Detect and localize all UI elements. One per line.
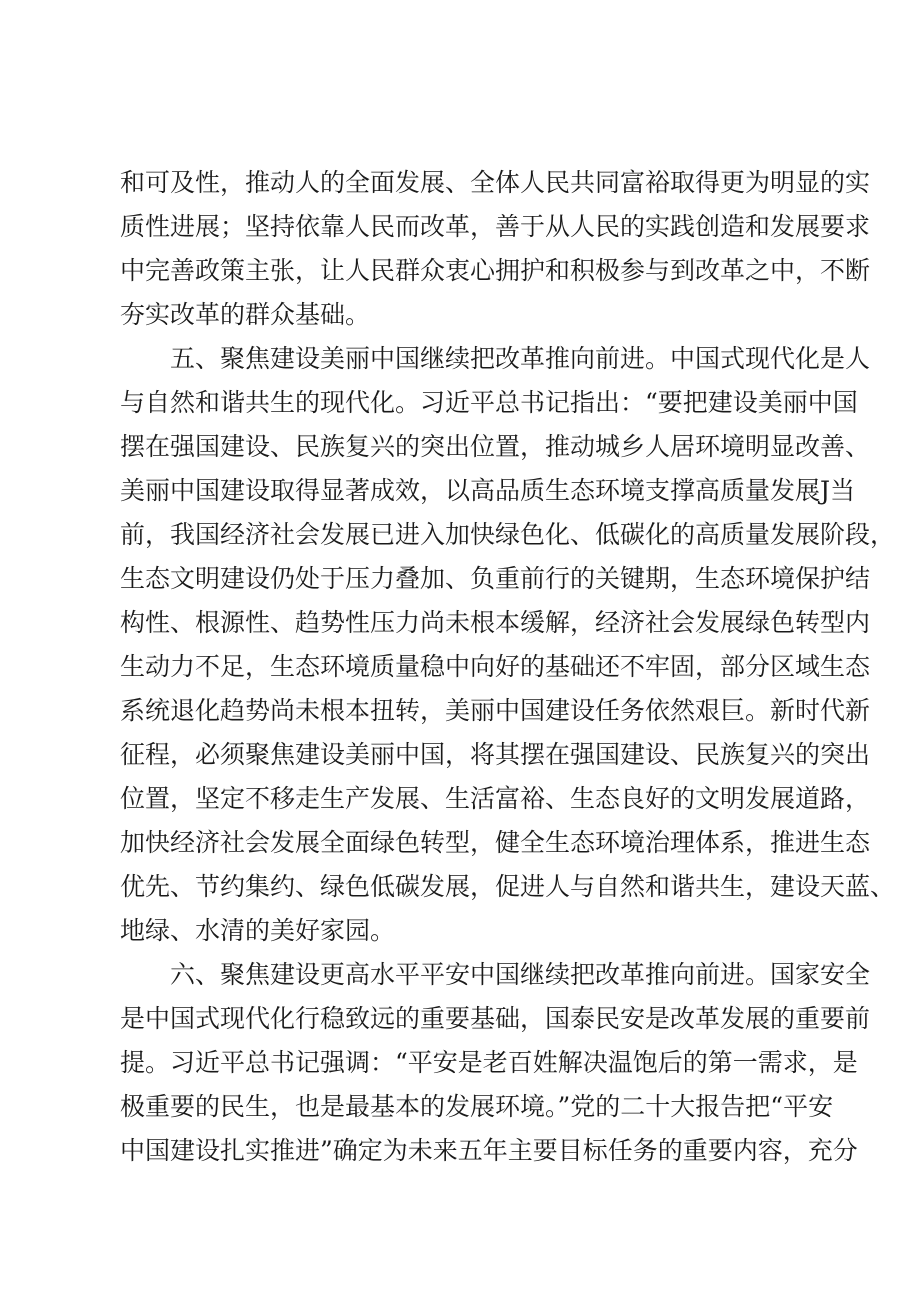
text-line: 美丽中国建设取得显著成效，以高品质生态环境支撑高质量发展J当 bbox=[120, 476, 856, 505]
text-line: 位置，坚定不移走生产发展、生活富裕、生态良好的文明发展道路， bbox=[120, 784, 871, 813]
text-line: 极重要的民生，也是最基本的发展环境。”党的二十大报告把“平安 bbox=[120, 1092, 834, 1121]
text-line: 前，我国经济社会发展已进入加快绿色化、低碳化的高质量发展阶段， bbox=[120, 520, 896, 549]
text-line: 中完善政策主张，让人民群众衷心拥护和积极参与到改革之中，不断 bbox=[120, 256, 871, 285]
paragraph-heading-line: 五、聚焦建设美丽中国继续把改革推向前进。中国式现代化是人 bbox=[170, 344, 871, 373]
text-line: 地绿、水清的美好家园。 bbox=[120, 916, 396, 945]
text-line: 构性、根源性、趋势性压力尚未根本缓解，经济社会发展绿色转型内 bbox=[120, 608, 871, 637]
text-line: 是中国式现代化行稳致远的重要基础，国泰民安是改革发展的重要前 bbox=[120, 1004, 871, 1033]
text-line: 与自然和谐共生的现代化。习近平总书记指出：“要把建设美丽中国 bbox=[120, 388, 858, 417]
text-line: 征程，必须聚焦建设美丽中国，将其摆在强国建设、民族复兴的突出 bbox=[120, 740, 871, 769]
paragraph-heading-line: 六、聚焦建设更高水平平安中国继续把改革推向前进。国家安全 bbox=[170, 960, 871, 989]
text-line: 提。习近平总书记强调：“平安是老百姓解决温饱后的第一需求，是 bbox=[120, 1048, 858, 1077]
text-line: 夯实改革的群众基础。 bbox=[120, 300, 371, 329]
text-line: 加快经济社会发展全面绿色转型，健全生态环境治理体系，推进生态 bbox=[120, 828, 871, 857]
text-line: 优先、节约集约、绿色低碳发展，促进人与自然和谐共生，建设天蓝、 bbox=[120, 872, 896, 901]
text-line: 摆在强国建设、民族复兴的突出位置，推动城乡人居环境明显改善、 bbox=[120, 432, 871, 461]
text-line: 质性进展；坚持依靠人民而改革，善于从人民的实践创造和发展要求 bbox=[120, 212, 871, 241]
text-line: 系统退化趋势尚未根本扭转，美丽中国建设任务依然艰巨。新时代新 bbox=[120, 696, 871, 725]
text-line: 生态文明建设仍处于压力叠加、负重前行的关键期，生态环境保护结 bbox=[120, 564, 871, 593]
text-line: 生动力不足，生态环境质量稳中向好的基础还不牢固，部分区域生态 bbox=[120, 652, 871, 681]
text-line: 和可及性，推动人的全面发展、全体人民共同富裕取得更为明显的实 bbox=[120, 168, 871, 197]
text-line: 中国建设扎实推进”确定为未来五年主要目标任务的重要内容，充分 bbox=[120, 1136, 858, 1165]
